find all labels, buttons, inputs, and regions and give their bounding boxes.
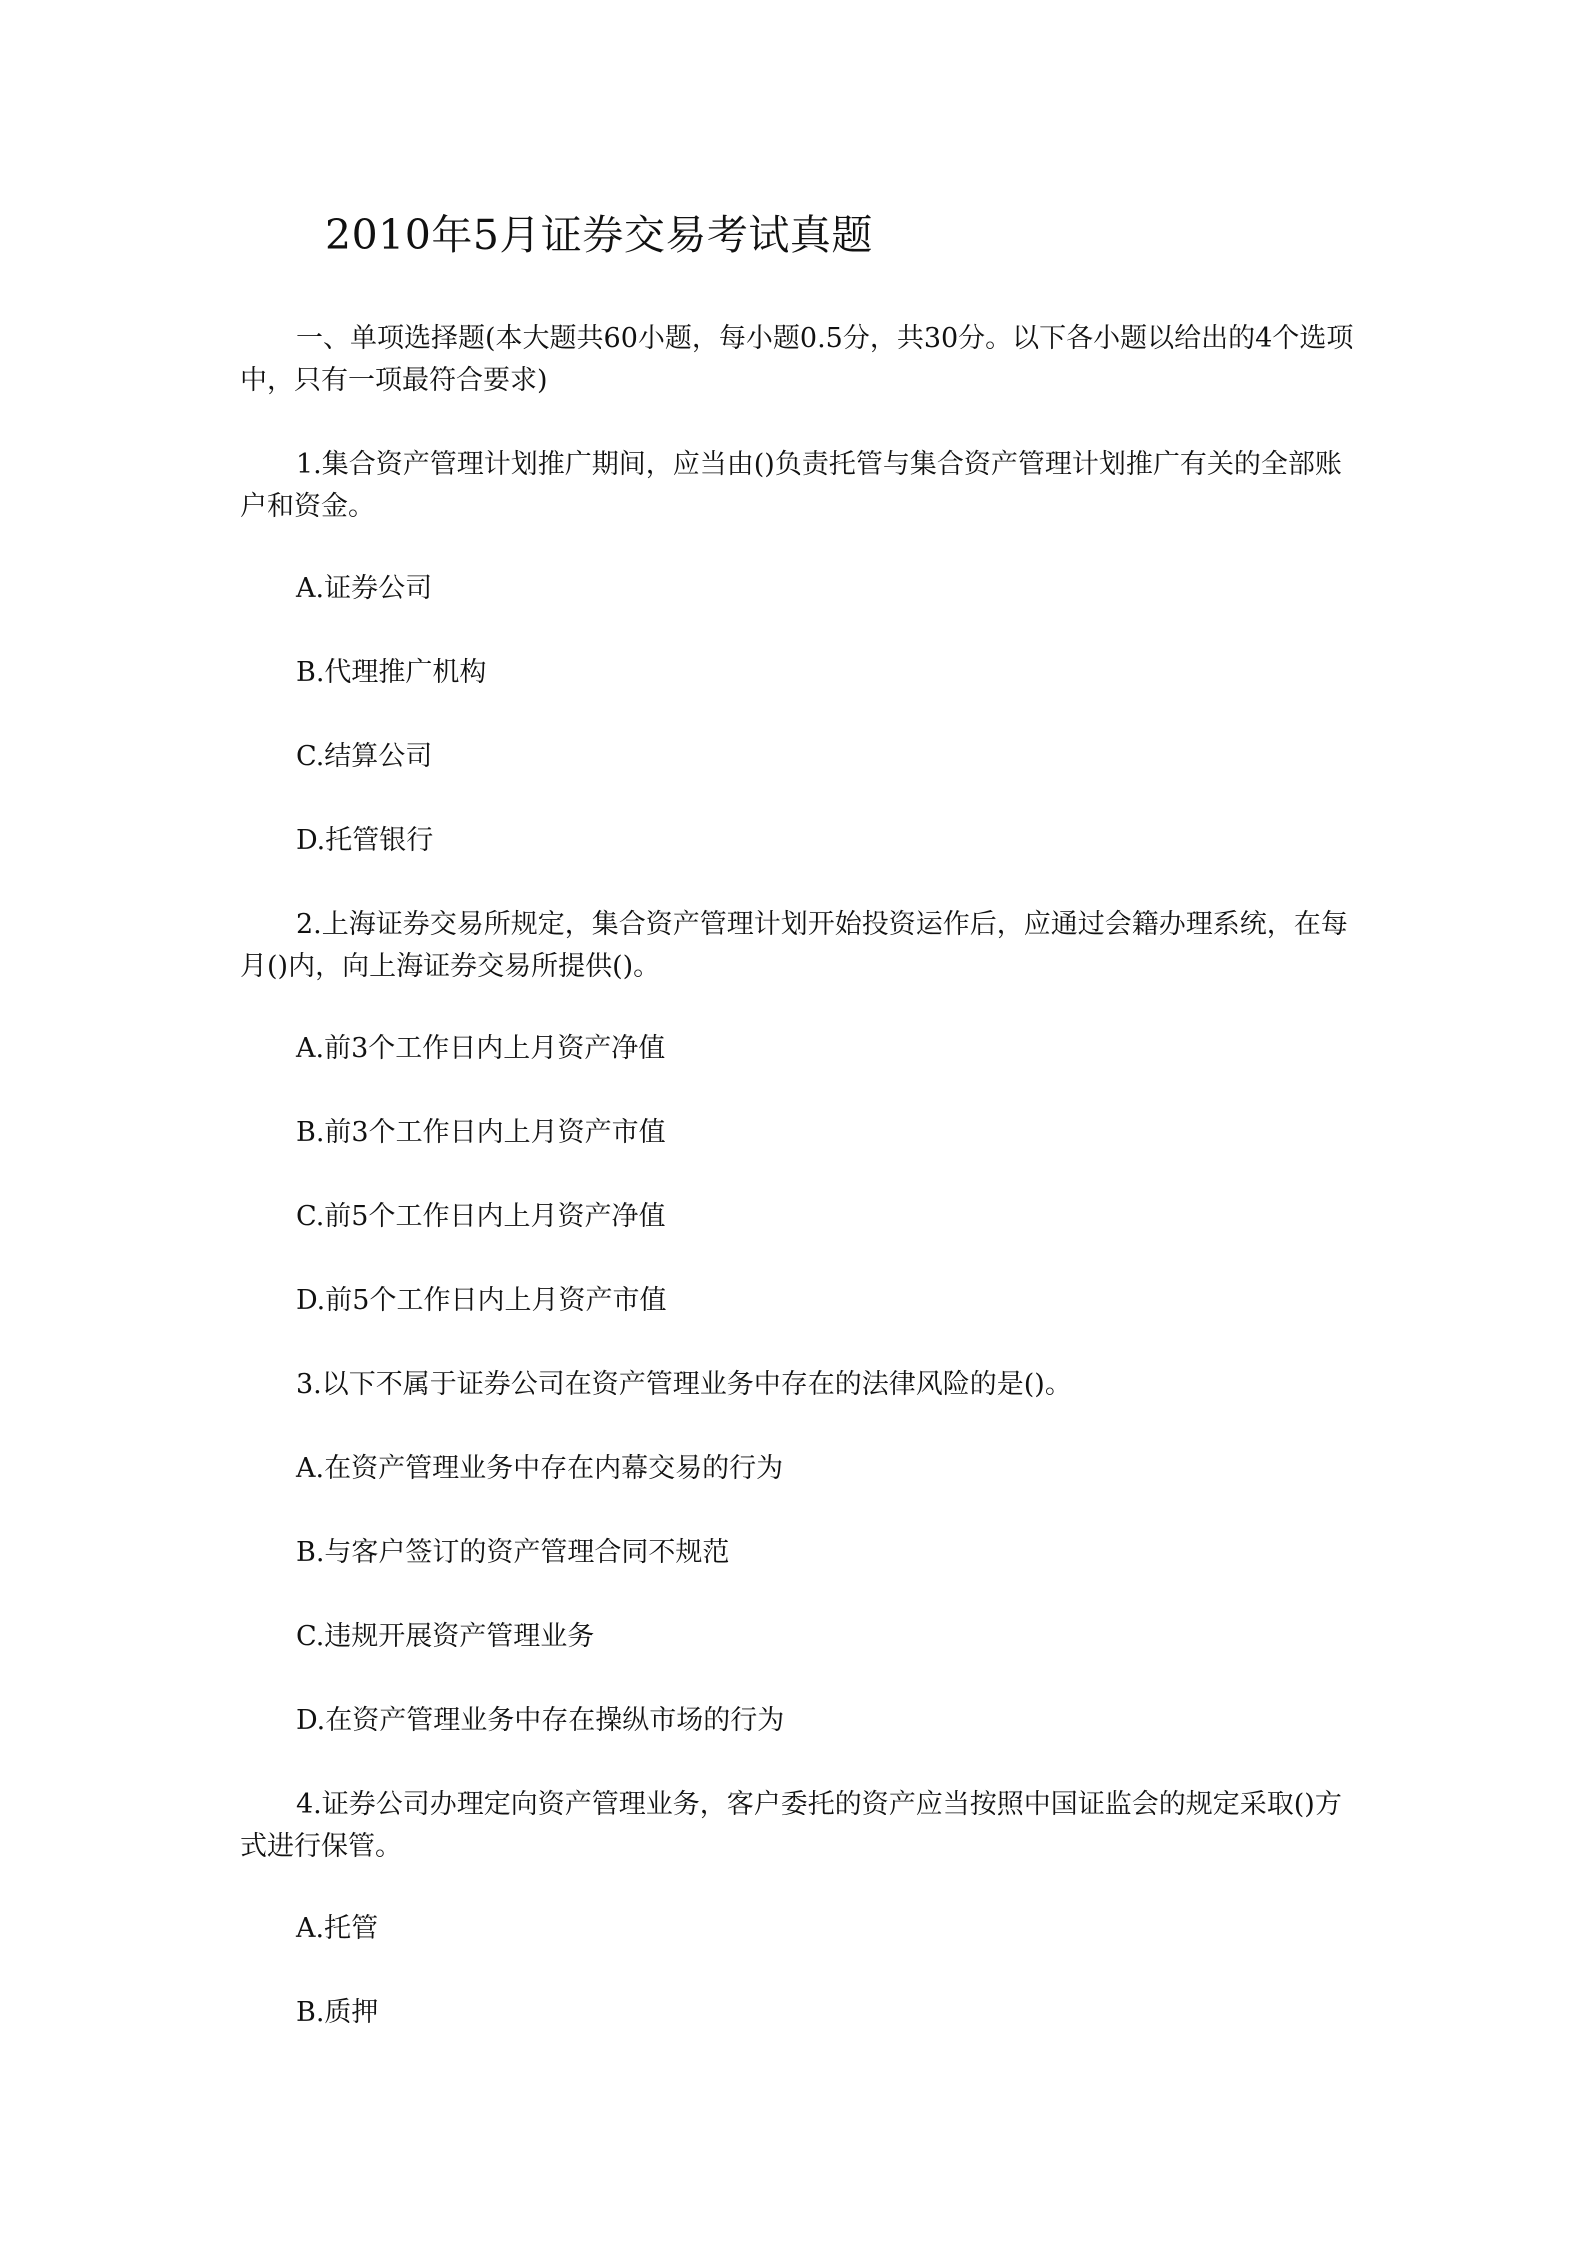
question-4-option-a: A.托管 bbox=[296, 1913, 379, 1944]
question-2-option-c: C.前5个工作日内上月资产净值 bbox=[296, 1201, 666, 1232]
question-2-option-b: B.前3个工作日内上月资产市值 bbox=[296, 1117, 666, 1148]
question-1-option-b: B.代理推广机构 bbox=[296, 657, 487, 688]
question-3-option-c: C.违规开展资产管理业务 bbox=[296, 1621, 595, 1652]
document-title: 2010年5月证券交易考试真题 bbox=[325, 211, 873, 259]
question-1-option-c: C.结算公司 bbox=[296, 741, 433, 772]
question-3-stem: 3.以下不属于证券公司在资产管理业务中存在的法律风险的是()。 bbox=[296, 1369, 1072, 1400]
question-3-option-b: B.与客户签订的资产管理合同不规范 bbox=[296, 1537, 730, 1568]
question-4-option-b: B.质押 bbox=[296, 1997, 379, 2028]
question-2-option-a: A.前3个工作日内上月资产净值 bbox=[296, 1033, 666, 1064]
question-1-option-a: A.证券公司 bbox=[296, 573, 433, 604]
question-3-option-a: A.在资产管理业务中存在内幕交易的行为 bbox=[296, 1453, 784, 1484]
question-3-option-d: D.在资产管理业务中存在操纵市场的行为 bbox=[296, 1705, 785, 1736]
section-heading: 一、单项选择题(本大题共60小题，每小题0.5分，共30分。以下各小题以给出的4个选项中，只有一项最符合要求) bbox=[240, 323, 1354, 396]
question-1-option-d: D.托管银行 bbox=[296, 825, 434, 856]
question-1-stem: 1.集合资产管理计划推广期间，应当由()负责托管与集合资产管理计划推广有关的全部账户和资金。 bbox=[240, 449, 1342, 522]
question-4-stem: 4.证券公司办理定向资产管理业务，客户委托的资产应当按照中国证监会的规定采取()方式进行保管。 bbox=[240, 1789, 1342, 1862]
question-2-stem: 2.上海证券交易所规定，集合资产管理计划开始投资运作后，应通过会籍办理系统，在每月()内，向上海证券交易所提供()。 bbox=[240, 909, 1348, 982]
question-2-option-d: D.前5个工作日内上月资产市值 bbox=[296, 1285, 667, 1316]
